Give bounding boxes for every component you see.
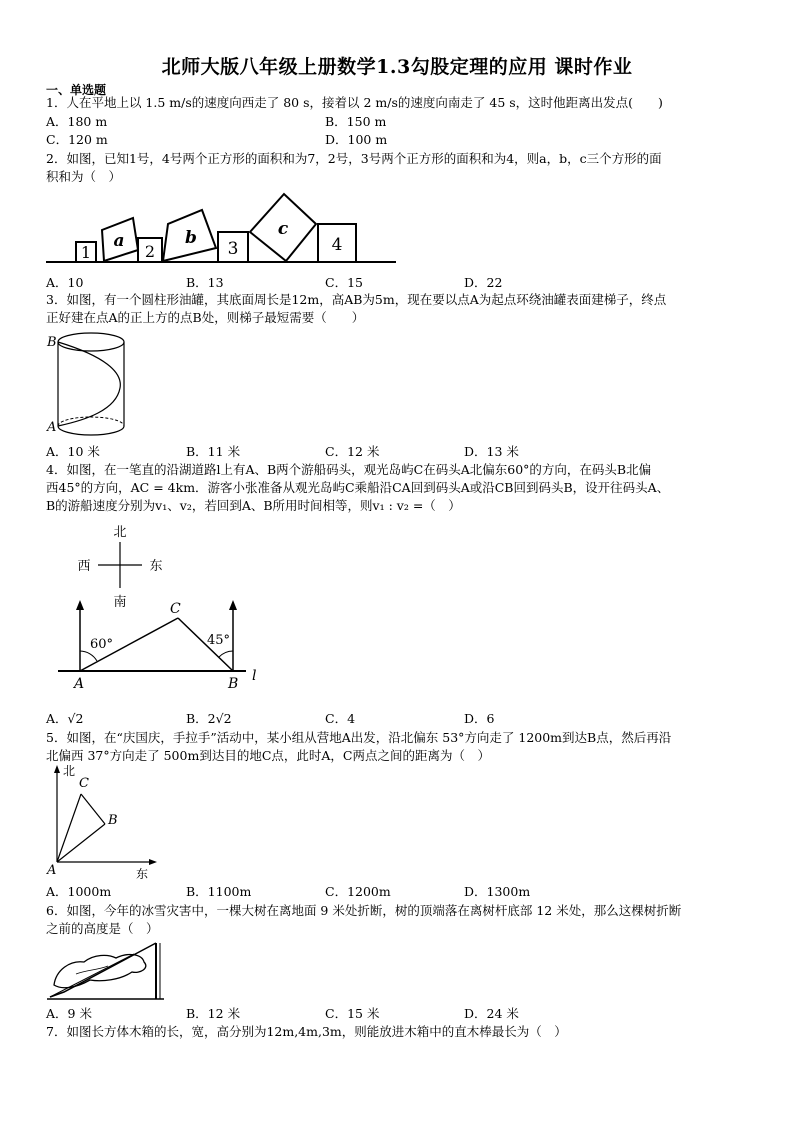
q2-option-b[interactable]: B．13 <box>186 275 224 290</box>
q2-label-4: 4 <box>331 235 343 255</box>
q6-line-2: 之前的高度是（ ） <box>46 921 159 936</box>
q4-compass-north: 北 <box>113 525 127 540</box>
q3-cylinder-figure <box>46 330 136 445</box>
q5-label-b: B <box>108 813 118 828</box>
q2-label-3: 3 <box>227 239 239 259</box>
q5-label-c: C <box>79 776 89 791</box>
q4-compass-south: 南 <box>113 595 127 610</box>
q4-direction-figure <box>46 520 276 695</box>
q4-line-3: B的游船速度分别为v₁、v₂，若回到A、B所用时间相等，则v₁ : v₂ =（ ） <box>46 498 461 513</box>
q2-label-b: b <box>185 228 197 248</box>
q4-compass-east: 东 <box>149 559 163 574</box>
section-heading: 一、单选题 <box>46 83 107 97</box>
q2-line-2: 积和为（ ） <box>46 169 122 184</box>
q2-squares-figure <box>46 188 396 268</box>
q3-label-a: A <box>47 420 57 435</box>
q5-east-label: 东 <box>136 867 149 881</box>
q6-option-c[interactable]: C．15 米 <box>325 1006 380 1021</box>
page-title: 北师大版八年级上册数学1.3勾股定理的应用 课时作业 <box>161 56 633 78</box>
q3-option-d[interactable]: D．13 米 <box>464 444 519 459</box>
q5-line-1: 5．如图，在“庆国庆，手拉手”活动中，某小组从营地A出发，沿北偏东 53°方向走了 1200m到达B点，然后再沿 <box>46 730 672 745</box>
q4-angle-45: 45° <box>207 633 231 648</box>
q5-option-b[interactable]: B．1100m <box>186 884 252 899</box>
q2-option-d[interactable]: D．22 <box>464 275 503 290</box>
q6-option-d[interactable]: D．24 米 <box>464 1006 519 1021</box>
q1-option-a[interactable]: A．180 m <box>46 114 108 129</box>
q3-option-b[interactable]: B．11 米 <box>186 444 241 459</box>
q4-option-b[interactable]: B．2√2 <box>186 711 232 726</box>
q2-option-a[interactable]: A．10 <box>46 275 84 290</box>
q5-option-c[interactable]: C．1200m <box>325 884 391 899</box>
q2-line-1: 2．如图，已知1号，4号两个正方形的面积和为7，2号，3号两个正方形的面积和为4，则a，b，c三个方形的面 <box>46 151 662 166</box>
q3-line-1: 3．如图，有一个圆柱形油罐，其底面周长是12m，高AB为5m，现在要以点A为起点环绕油罐表面建梯子，终点 <box>46 292 667 307</box>
q6-option-b[interactable]: B．12 米 <box>186 1006 241 1021</box>
q1-option-b[interactable]: B．150 m <box>325 114 387 129</box>
q4-label-b: B <box>228 676 239 692</box>
q4-option-d[interactable]: D．6 <box>464 711 495 726</box>
q4-label-c: C <box>170 601 181 617</box>
q2-option-c[interactable]: C．15 <box>325 275 363 290</box>
q4-label-l: l <box>252 668 257 684</box>
q5-north-label: 北 <box>63 764 76 778</box>
q6-broken-tree-figure <box>46 940 166 1002</box>
q3-option-a[interactable]: A．10 米 <box>46 444 100 459</box>
q1-line-1: 1．人在平地上以 1.5 m/s的速度向西走了 80 s，接着以 2 m/s的速度向南走了 45 s，这时他距离出发点( ) <box>46 95 663 110</box>
q5-line-2: 北偏西 37°方向走了 500m到达目的地C点，此时A，C两点之间的距离为（ ） <box>46 748 490 763</box>
q5-path-figure <box>46 762 176 882</box>
q4-line-2: 西45°的方向，AC = 4km．游客小张准备从观光岛屿C乘船沿CA回到码头A或沿CB回到码头B，设开往码头A、 <box>46 480 670 495</box>
q3-label-b: B <box>47 335 57 350</box>
q6-line-1: 6．如图，今年的冰雪灾害中，一棵大树在离地面 9 米处折断，树的顶端落在离树杆底部 12 米处，那么这棵树折断 <box>46 903 682 918</box>
q4-option-c[interactable]: C．4 <box>325 711 356 726</box>
q4-line-1: 4．如图，在一笔直的沿湖道路l上有A、B两个游船码头，观光岛屿C在码头A北偏东60°的方向，在码头B北偏 <box>46 462 652 477</box>
q6-option-a[interactable]: A．9 米 <box>46 1006 92 1021</box>
q5-option-d[interactable]: D．1300m <box>464 884 531 899</box>
q4-label-a: A <box>74 676 85 692</box>
q1-option-d[interactable]: D．100 m <box>325 132 388 147</box>
q5-option-a[interactable]: A．1000m <box>46 884 112 899</box>
q5-label-a: A <box>47 863 57 878</box>
q2-label-1: 1 <box>80 243 92 262</box>
q3-line-2: 正好建在点A的正上方的点B处，则梯子最短需要（ ） <box>46 310 365 325</box>
q2-label-2: 2 <box>144 242 156 261</box>
q3-option-c[interactable]: C．12 米 <box>325 444 380 459</box>
q2-label-c: c <box>277 219 289 239</box>
q4-angle-60: 60° <box>90 637 114 652</box>
q2-label-a: a <box>113 231 125 251</box>
q4-option-a[interactable]: A．√2 <box>46 711 84 726</box>
q1-option-c[interactable]: C．120 m <box>46 132 108 147</box>
q4-compass-west: 西 <box>77 559 91 574</box>
q7-line-1: 7．如图长方体木箱的长，宽，高分别为12m,4m,3m，则能放进木箱中的直木棒最长为（ ） <box>46 1024 567 1039</box>
